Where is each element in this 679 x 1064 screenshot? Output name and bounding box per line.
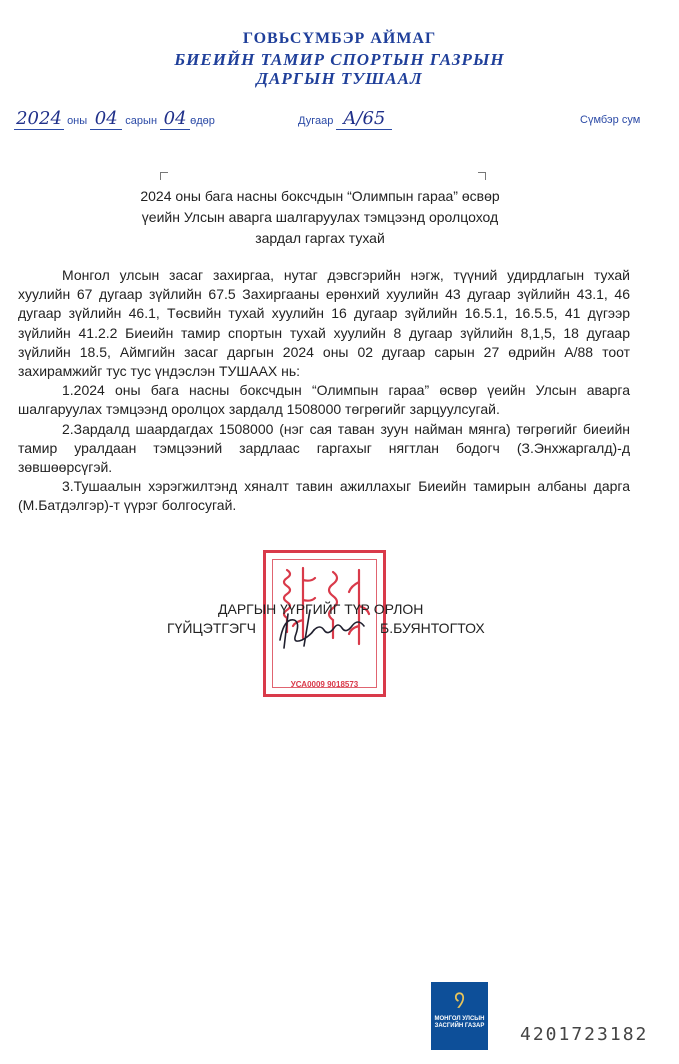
- order-number-label: Дугаар: [298, 115, 334, 127]
- place: Сүмбэр сум: [580, 114, 641, 126]
- header-line-order: ДАРГЫН ТУШААЛ: [256, 69, 423, 88]
- body-item-2: 2.Зардалд шаардагдах 1508000 (нэг сая таван зуун найман мянга) төгрөгийг биеийн тамир уралдаан тэмцээний зардлаас гаргахыг нягтлан бодогч (З.Энхжаргалд)-д зөвшөөрсүгэй.: [18, 420, 630, 476]
- stamp-number: УСА0009 9018573: [290, 680, 359, 689]
- date-day: 04: [160, 108, 190, 130]
- registration-number: 4201723182: [520, 1024, 649, 1045]
- header-line-aimag: ГОВЬСҮМБЭР АЙМАГ: [242, 30, 437, 47]
- title-line-3: зардал гаргах тухай: [255, 230, 385, 246]
- date-month-label: сарын: [125, 115, 158, 127]
- title-corner-left: [160, 172, 168, 180]
- government-emblem: [431, 982, 488, 1050]
- date-year-label: оны: [67, 115, 88, 127]
- date-line: [14, 108, 215, 130]
- order-number-value: A/65: [336, 108, 392, 130]
- handwritten-signature: [270, 606, 380, 650]
- body-item-1: 1.2024 оны бага насны боксчдын “Олимпын гараа” өсвөр үеийн Улсын аварга шалгаруулах тэмцээнд оролцох зардалд 1508000 төгрөгийг зарцуулсугай.: [18, 382, 630, 418]
- date-day-label: өдөр: [190, 115, 215, 127]
- order-number: [298, 108, 392, 130]
- header-line-agency: БИЕИЙН ТАМИР СПОРТЫН ГАЗРЫН: [174, 50, 505, 69]
- body-intro: Монгол улсын засаг захиргаа, нутаг дэвсгэрийн нэгж, түүний удирдлагын тухай хуулийн 67 дугаар зүйлийн 67.5 Захиргааны ерөнхий хуулийн 43 дугаар зүйлийн 43.1, 46 дугаар зүйлийн 46.1, Төсвийн тухай хуулийн 16 дугаар зүйлийн 16.5.1, 16.5.5, 41 дүгээр зүйлийн 41.2.2 Биеийн тамир спортын тухай хуулийн 8 дугаар зүйлийн 8,1,5, 18 дугаар зүйлийн 18.5, Аймгийн засаг даргын 2024 оны 02 дугаар сарын 27 өдрийн А/88 тоот захирамжийг тус тус үндэслэн ТУШААХ нь:: [18, 267, 630, 380]
- soyombo-icon: ᠀: [453, 986, 466, 1011]
- signatory-title-line1: ДАРГЫН ҮҮРГИЙГ ТҮР ОРЛОН: [218, 601, 424, 617]
- title-corner-right: [478, 172, 486, 180]
- document-title: [90, 186, 550, 249]
- title-line-1: 2024 оны бага насны боксчдын “Олимпын гараа” өсвөр: [140, 188, 500, 204]
- document-body: [18, 266, 630, 516]
- signatory-title-line2: ГҮЙЦЭТГЭГЧ: [167, 620, 256, 636]
- date-year: 2024: [14, 108, 64, 130]
- signatory-name: Б.БУЯНТОГТОХ: [380, 620, 485, 636]
- body-item-3: 3.Тушаалын хэрэгжилтэнд хяналт тавин ажиллахыг Биеийн тамирын албаны дарга (М.Батдэлгэр)-т үүрэг болгосугай.: [18, 478, 630, 514]
- emblem-caption: МОНГОЛ УЛСЫН ЗАСГИЙН ГАЗАР: [434, 1016, 485, 1029]
- title-line-2: үеийн Улсын аварга шалгаруулах тэмцээнд оролцоход: [141, 209, 499, 225]
- date-month: 04: [90, 108, 122, 130]
